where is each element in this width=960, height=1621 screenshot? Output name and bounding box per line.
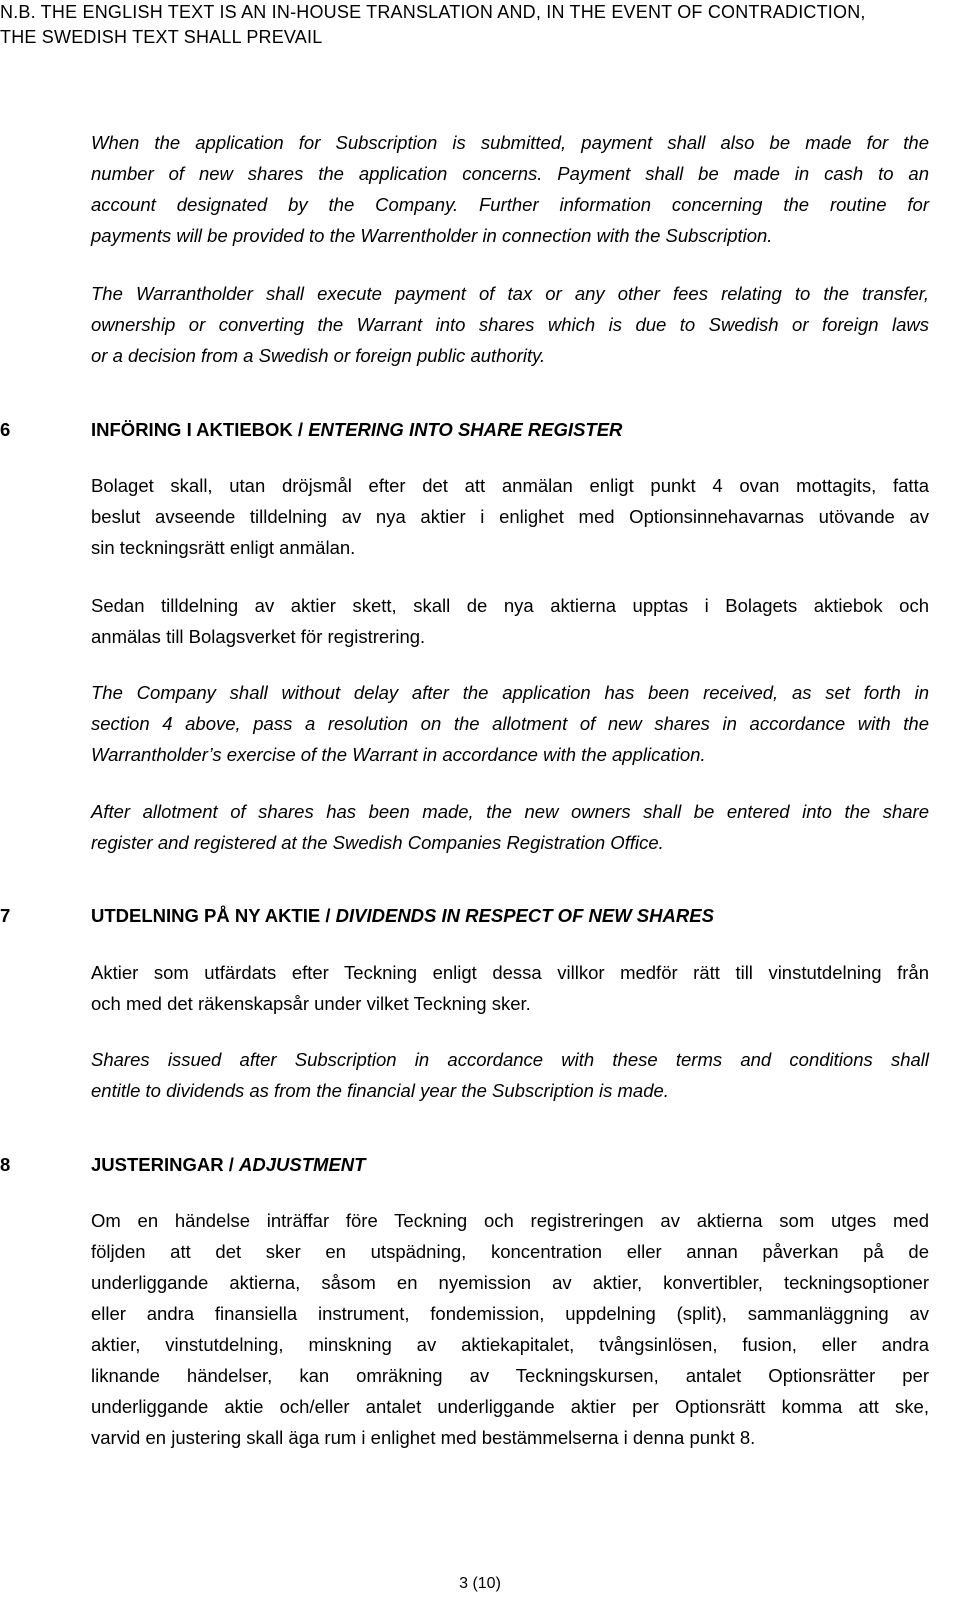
- paragraph-payment: [91, 127, 929, 251]
- section-number: 8: [0, 1154, 11, 1175]
- text-line: entitle to dividends as from the financial year the Subscription is made.: [91, 1080, 669, 1101]
- section-title: [91, 1150, 365, 1180]
- section-title-en: ADJUSTMENT: [239, 1154, 366, 1175]
- section-title-en: DIVIDENDS IN RESPECT OF NEW SHARES: [335, 905, 714, 926]
- text-line: underliggande aktie och/eller antalet underliggande aktier per Optionsrätt komma att ske,: [91, 1396, 929, 1417]
- text-line: When the application for Subscription is submitted, payment shall also be made for the: [91, 132, 929, 153]
- section-title: [91, 901, 714, 931]
- text-line: beslut avseende tilldelning av nya aktier i enlighet med Optionsinnehavarnas utövande av: [91, 506, 929, 527]
- text-line: eller andra finansiella instrument, fondemission, uppdelning (split), sammanläggning av: [91, 1303, 929, 1324]
- section-number: 6: [0, 419, 11, 440]
- text-line: och med det räkenskapsår under vilket Teckning sker.: [91, 993, 531, 1014]
- text-line: Bolaget skall, utan dröjsmål efter det att anmälan enligt punkt 4 ovan mottagits, fatta: [91, 475, 929, 496]
- notice-line: THE SWEDISH TEXT SHALL PREVAIL: [0, 27, 323, 47]
- paragraph-justering: [91, 1205, 929, 1453]
- section-title-sv: INFÖRING I AKTIEBOK /: [91, 419, 304, 440]
- translation-notice: [0, 0, 945, 50]
- text-line: payments will be provided to the Warrentholder in connection with the Subscription.: [91, 225, 773, 246]
- section-title-en: ENTERING INTO SHARE REGISTER: [308, 419, 623, 440]
- section-title: [91, 415, 622, 445]
- text-line: Shares issued after Subscription in accordance with these terms and conditions shall: [91, 1049, 929, 1070]
- text-line: Sedan tilldelning av aktier skett, skall de nya aktierna upptas i Bolagets aktiebok och: [91, 595, 929, 616]
- text-line: underliggande aktierna, såsom en nyemission av aktier, konvertibler, teckningsoptioner: [91, 1272, 929, 1293]
- text-line: section 4 above, pass a resolution on the allotment of new shares in accordance with the: [91, 713, 929, 734]
- paragraph-allotment: [91, 796, 929, 858]
- paragraph-shares-issued: [91, 1044, 929, 1106]
- text-line: liknande händelser, kan omräkning av Teckningskursen, antalet Optionsrätter per: [91, 1365, 929, 1386]
- page-number: 3 (10): [459, 1575, 501, 1592]
- text-line: account designated by the Company. Further information concerning the routine for: [91, 194, 929, 215]
- paragraph-sedan: [91, 590, 929, 652]
- text-line: följden att det sker en utspädning, koncentration eller annan påverkan på de: [91, 1241, 929, 1262]
- section-number: 7: [0, 905, 11, 926]
- paragraph-aktier: [91, 957, 929, 1019]
- text-line: The Company shall without delay after the application has been received, as set forth in: [91, 682, 929, 703]
- section-title-sv: UTDELNING PÅ NY AKTIE /: [91, 905, 331, 926]
- text-line: After allotment of shares has been made, the new owners shall be entered into the share: [91, 801, 929, 822]
- text-line: register and registered at the Swedish Companies Registration Office.: [91, 832, 664, 853]
- text-line: sin teckningsrätt enligt anmälan.: [91, 537, 356, 558]
- paragraph-company-resolution: [91, 677, 929, 770]
- text-line: varvid en justering skall äga rum i enlighet med bestämmelserna i denna punkt 8.: [91, 1427, 756, 1448]
- text-line: anmälas till Bolagsverket för registrering.: [91, 626, 426, 647]
- text-line: Om en händelse inträffar före Teckning och registreringen av aktierna som utges med: [91, 1210, 929, 1231]
- text-line: aktier, vinstutdelning, minskning av aktiekapitalet, tvångsinlösen, fusion, eller andra: [91, 1334, 929, 1355]
- text-line: Warrantholder’s exercise of the Warrant in accordance with the application.: [91, 744, 706, 765]
- paragraph-tax: [91, 278, 929, 371]
- text-line: number of new shares the application concerns. Payment shall be made in cash to an: [91, 163, 929, 184]
- text-line: or a decision from a Swedish or foreign public authority.: [91, 345, 546, 366]
- notice-line: N.B. THE ENGLISH TEXT IS AN IN-HOUSE TRANSLATION AND, IN THE EVENT OF CONTRADICTION,: [0, 2, 866, 22]
- text-line: The Warrantholder shall execute payment of tax or any other fees relating to the transfer,: [91, 283, 929, 304]
- text-line: ownership or converting the Warrant into shares which is due to Swedish or foreign laws: [91, 314, 929, 335]
- text-line: Aktier som utfärdats efter Teckning enligt dessa villkor medför rätt till vinstutdelning från: [91, 962, 929, 983]
- section-title-sv: JUSTERINGAR /: [91, 1154, 234, 1175]
- paragraph-bolaget: [91, 470, 929, 563]
